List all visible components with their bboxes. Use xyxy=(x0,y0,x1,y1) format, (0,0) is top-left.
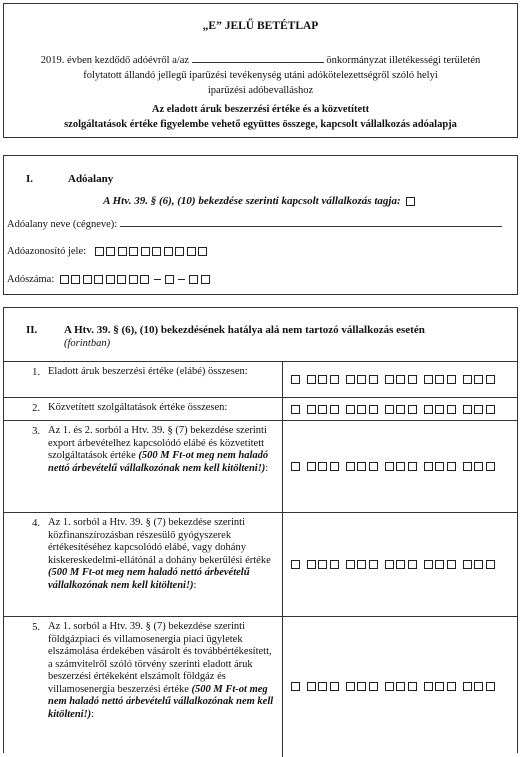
table-row xyxy=(4,421,517,513)
digit-group xyxy=(307,374,339,385)
digit-box[interactable] xyxy=(307,560,316,569)
digit-group xyxy=(291,404,300,415)
digit-group xyxy=(307,404,339,415)
intro-line-1: 2019. évben kezdődő adóévről a/az önkormányzat illetékességi területén xyxy=(40,55,481,66)
digit-group xyxy=(307,461,339,472)
digit-box[interactable] xyxy=(318,682,327,691)
section-2-header xyxy=(4,308,517,361)
digit-box[interactable] xyxy=(474,375,483,384)
digit-group xyxy=(291,681,300,692)
digit-box[interactable] xyxy=(435,462,444,471)
row-note: (500 M Ft-ot meg nem haladó nettó árbevételű vállalkozónak nem kell kitölteni!) xyxy=(48,567,250,591)
digit-group xyxy=(463,374,495,385)
table-row xyxy=(4,362,517,398)
digit-box[interactable] xyxy=(291,405,300,414)
digit-group xyxy=(346,374,378,385)
digit-box[interactable] xyxy=(396,462,405,471)
digit-box[interactable] xyxy=(307,462,316,471)
digit-box[interactable] xyxy=(152,247,161,256)
digit-box[interactable] xyxy=(307,405,316,414)
digit-box[interactable] xyxy=(474,462,483,471)
taxpayer-name-field[interactable] xyxy=(120,226,502,227)
digit-box[interactable] xyxy=(463,682,472,691)
digit-box[interactable] xyxy=(330,682,339,691)
digit-box[interactable] xyxy=(385,405,394,414)
digit-group xyxy=(385,681,417,692)
digit-group xyxy=(424,374,456,385)
digit-box[interactable] xyxy=(291,462,300,471)
row-description xyxy=(44,513,282,617)
digit-box[interactable] xyxy=(463,560,472,569)
section-1-number: I. xyxy=(26,173,34,185)
digit-box[interactable] xyxy=(435,405,444,414)
digit-box[interactable] xyxy=(346,560,355,569)
digit-box[interactable] xyxy=(447,405,456,414)
section-2-title: A Htv. 39. § (6), (10) bekezdésének hatálya alá nem tartozó vállalkozás esetén xyxy=(64,324,425,336)
row-text: Az 1. sorból a Htv. 39. § (7) bekezdése szerinti közfinanszírozásban részesülő gyógyszerek értékesítéséhez kapcsolódó elábé, vagy dohány kiskereskedelmi-ellátónál a dohány bekerülési értéke xyxy=(48,517,271,566)
digit-group xyxy=(307,681,339,692)
row-note-tail: : xyxy=(265,462,269,474)
digit-box[interactable] xyxy=(385,375,394,384)
values-table-body xyxy=(4,362,517,757)
digit-group xyxy=(463,461,495,472)
digit-box[interactable] xyxy=(318,560,327,569)
digit-box[interactable] xyxy=(474,405,483,414)
section-2-unit: (forintban) xyxy=(64,338,111,349)
table-row xyxy=(4,617,517,757)
digit-box[interactable] xyxy=(486,405,495,414)
digit-group xyxy=(291,559,300,570)
digit-group xyxy=(463,404,495,415)
digit-box[interactable] xyxy=(330,462,339,471)
digit-group xyxy=(346,681,378,692)
digit-box[interactable] xyxy=(385,462,394,471)
digit-box[interactable] xyxy=(175,247,184,256)
digit-box[interactable] xyxy=(447,375,456,384)
digit-box[interactable] xyxy=(318,462,327,471)
digit-group xyxy=(346,461,378,472)
digit-box[interactable] xyxy=(369,682,378,691)
amount-cell[interactable] xyxy=(282,398,517,421)
digit-box[interactable] xyxy=(95,247,104,256)
digit-box[interactable] xyxy=(396,682,405,691)
digit-box[interactable] xyxy=(463,375,472,384)
table-row xyxy=(4,398,517,421)
digit-group xyxy=(424,681,456,692)
digit-box[interactable] xyxy=(385,560,394,569)
tax-number-row xyxy=(7,274,212,285)
digit-box[interactable] xyxy=(318,405,327,414)
tax-id-row xyxy=(7,246,210,257)
digit-box[interactable] xyxy=(369,375,378,384)
digit-box[interactable] xyxy=(117,275,126,284)
digit-box[interactable] xyxy=(129,247,138,256)
row-description xyxy=(44,617,282,757)
digit-box[interactable] xyxy=(396,405,405,414)
header-box xyxy=(3,3,518,138)
digit-box[interactable] xyxy=(129,275,138,284)
amount-cell[interactable] xyxy=(282,513,517,617)
digit-box[interactable] xyxy=(346,682,355,691)
digit-box[interactable] xyxy=(198,247,207,256)
row-number: 2. xyxy=(4,398,44,421)
digit-box[interactable] xyxy=(385,682,394,691)
digit-box[interactable] xyxy=(357,462,366,471)
digit-box[interactable] xyxy=(486,375,495,384)
taxpayer-name-label: Adóalany neve (cégneve): xyxy=(7,219,118,230)
digit-box[interactable] xyxy=(463,405,472,414)
digit-box[interactable] xyxy=(357,375,366,384)
digit-box[interactable] xyxy=(486,462,495,471)
digit-box[interactable] xyxy=(408,682,417,691)
digit-box[interactable] xyxy=(408,462,417,471)
section-1-box xyxy=(3,155,518,295)
digit-box[interactable] xyxy=(424,375,433,384)
digit-box[interactable] xyxy=(71,275,80,284)
row-note: (500 M Ft-ot meg nem haladó nettó árbevételű vállalkozónak nem kell kitölteni!) xyxy=(48,450,269,474)
digit-box[interactable] xyxy=(346,375,355,384)
amount-cell[interactable] xyxy=(282,362,517,398)
digit-box[interactable] xyxy=(486,682,495,691)
digit-box[interactable] xyxy=(424,682,433,691)
digit-box[interactable] xyxy=(307,375,316,384)
row-number: 3. xyxy=(4,421,44,513)
digit-box[interactable] xyxy=(396,375,405,384)
tax-number-label: Adószáma: xyxy=(7,274,55,285)
digit-box[interactable] xyxy=(140,275,149,284)
digit-group xyxy=(385,461,417,472)
row-note-tail: : xyxy=(193,579,197,591)
digit-box[interactable] xyxy=(435,375,444,384)
digit-group xyxy=(291,374,300,385)
related-company-checkbox[interactable] xyxy=(406,197,415,206)
intro-line-3: iparűzési adóbevalláshoz xyxy=(207,85,314,96)
digit-box[interactable] xyxy=(164,247,173,256)
values-table xyxy=(4,361,517,757)
amount-cell[interactable] xyxy=(282,617,517,757)
digit-box[interactable] xyxy=(346,462,355,471)
digit-box[interactable] xyxy=(291,560,300,569)
intro-line-2: folytatott állandó jellegű iparűzési tevékenység utáni adókötelezettségről szóló helyi xyxy=(83,70,438,81)
digit-box[interactable] xyxy=(330,405,339,414)
digit-group xyxy=(346,404,378,415)
digit-box[interactable] xyxy=(357,560,366,569)
table-row xyxy=(4,513,517,617)
digit-box[interactable] xyxy=(474,682,483,691)
digit-group xyxy=(424,404,456,415)
digit-box[interactable] xyxy=(435,560,444,569)
row-text: Az 1. és 2. sorból a Htv. 39. § (7) bekezdése szerinti export árbevételhez kapcsolódó elábé és közvetített szolgáltatások értéke xyxy=(48,425,267,461)
digit-group xyxy=(463,681,495,692)
digit-box[interactable] xyxy=(369,405,378,414)
digit-box[interactable] xyxy=(408,375,417,384)
digit-box[interactable] xyxy=(396,560,405,569)
digit-group xyxy=(385,559,417,570)
digit-box[interactable] xyxy=(369,560,378,569)
row-number: 5. xyxy=(4,617,44,757)
dash-separator xyxy=(178,279,185,280)
digit-box[interactable] xyxy=(291,375,300,384)
digit-box[interactable] xyxy=(330,560,339,569)
digit-group xyxy=(463,559,495,570)
digit-box[interactable] xyxy=(474,560,483,569)
digit-box[interactable] xyxy=(424,405,433,414)
digit-box[interactable] xyxy=(447,682,456,691)
row-note-tail: : xyxy=(91,708,95,720)
digit-box[interactable] xyxy=(447,462,456,471)
row-text: Eladott áruk beszerzési értéke (elábé) összesen: xyxy=(48,366,248,377)
digit-box[interactable] xyxy=(435,682,444,691)
row-note: (500 M Ft-ot meg nem haladó nettó árbevételű vállalkozónak nem kell kitölteni!) xyxy=(48,683,274,720)
row-description xyxy=(44,398,282,421)
digit-box[interactable] xyxy=(307,682,316,691)
digit-box[interactable] xyxy=(486,560,495,569)
row-description xyxy=(44,421,282,513)
digit-box[interactable] xyxy=(318,375,327,384)
digit-box[interactable] xyxy=(408,405,417,414)
digit-box[interactable] xyxy=(83,275,92,284)
digit-box[interactable] xyxy=(291,682,300,691)
digit-box[interactable] xyxy=(330,375,339,384)
digit-box[interactable] xyxy=(94,275,103,284)
row-text: Közvetített szolgáltatások értéke összesen: xyxy=(48,402,228,413)
digit-box[interactable] xyxy=(106,247,115,256)
section-1-title: Adóalany xyxy=(68,173,114,185)
digit-box[interactable] xyxy=(118,247,127,256)
digit-group xyxy=(424,559,456,570)
digit-group xyxy=(424,461,456,472)
row-number: 1. xyxy=(4,362,44,398)
digit-box[interactable] xyxy=(408,560,417,569)
digit-box[interactable] xyxy=(447,560,456,569)
digit-group xyxy=(385,404,417,415)
digit-box[interactable] xyxy=(60,275,69,284)
amount-cell[interactable] xyxy=(282,421,517,513)
dash-separator xyxy=(154,279,161,280)
digit-group xyxy=(307,559,339,570)
digit-box[interactable] xyxy=(369,462,378,471)
subtitle-line-2: szolgáltatások értéke figyelembe vehető együttes összege, kapcsolt vállalkozás adóalapja xyxy=(64,119,457,130)
digit-box[interactable] xyxy=(357,682,366,691)
tax-id-boxes[interactable] xyxy=(95,246,210,257)
digit-box[interactable] xyxy=(346,405,355,414)
digit-group xyxy=(291,461,300,472)
section-2-number: II. xyxy=(26,324,38,336)
digit-group xyxy=(385,374,417,385)
digit-box[interactable] xyxy=(187,247,196,256)
digit-box[interactable] xyxy=(424,462,433,471)
digit-box[interactable] xyxy=(165,275,174,284)
form-title: „E” JELŰ BETÉTLAP xyxy=(202,20,319,32)
section-2-box xyxy=(3,307,518,753)
tax-number-boxes[interactable] xyxy=(60,274,213,285)
tax-id-label: Adóazonosító jele: xyxy=(7,246,87,257)
row-description xyxy=(44,362,282,398)
digit-group xyxy=(346,559,378,570)
municipality-field[interactable] xyxy=(192,62,324,63)
row-text: Az 1. sorból a Htv. 39. § (7) bekezdése szerinti földgázpiaci és villamosenergia piaci ügyletek elszámolása érdekében vásárolt és továbbértékesített, a számvitelről szóló törvény szerinti eladott áruk beszerzési értékeként elszámolt földgáz és villamosenergia beszerzési értéke xyxy=(48,621,272,695)
taxpayer-name-row xyxy=(7,219,509,230)
related-company-question: A Htv. 39. § (6), (10) bekezdése szerinti kapcsolt vállalkozás tagja: xyxy=(4,195,517,207)
digit-box[interactable] xyxy=(141,247,150,256)
digit-box[interactable] xyxy=(463,462,472,471)
digit-box[interactable] xyxy=(424,560,433,569)
digit-box[interactable] xyxy=(189,275,198,284)
row-number: 4. xyxy=(4,513,44,617)
subtitle-line-1: Az eladott áruk beszerzési értéke és a közvetített xyxy=(151,104,370,115)
digit-box[interactable] xyxy=(201,275,210,284)
digit-box[interactable] xyxy=(357,405,366,414)
digit-box[interactable] xyxy=(106,275,115,284)
